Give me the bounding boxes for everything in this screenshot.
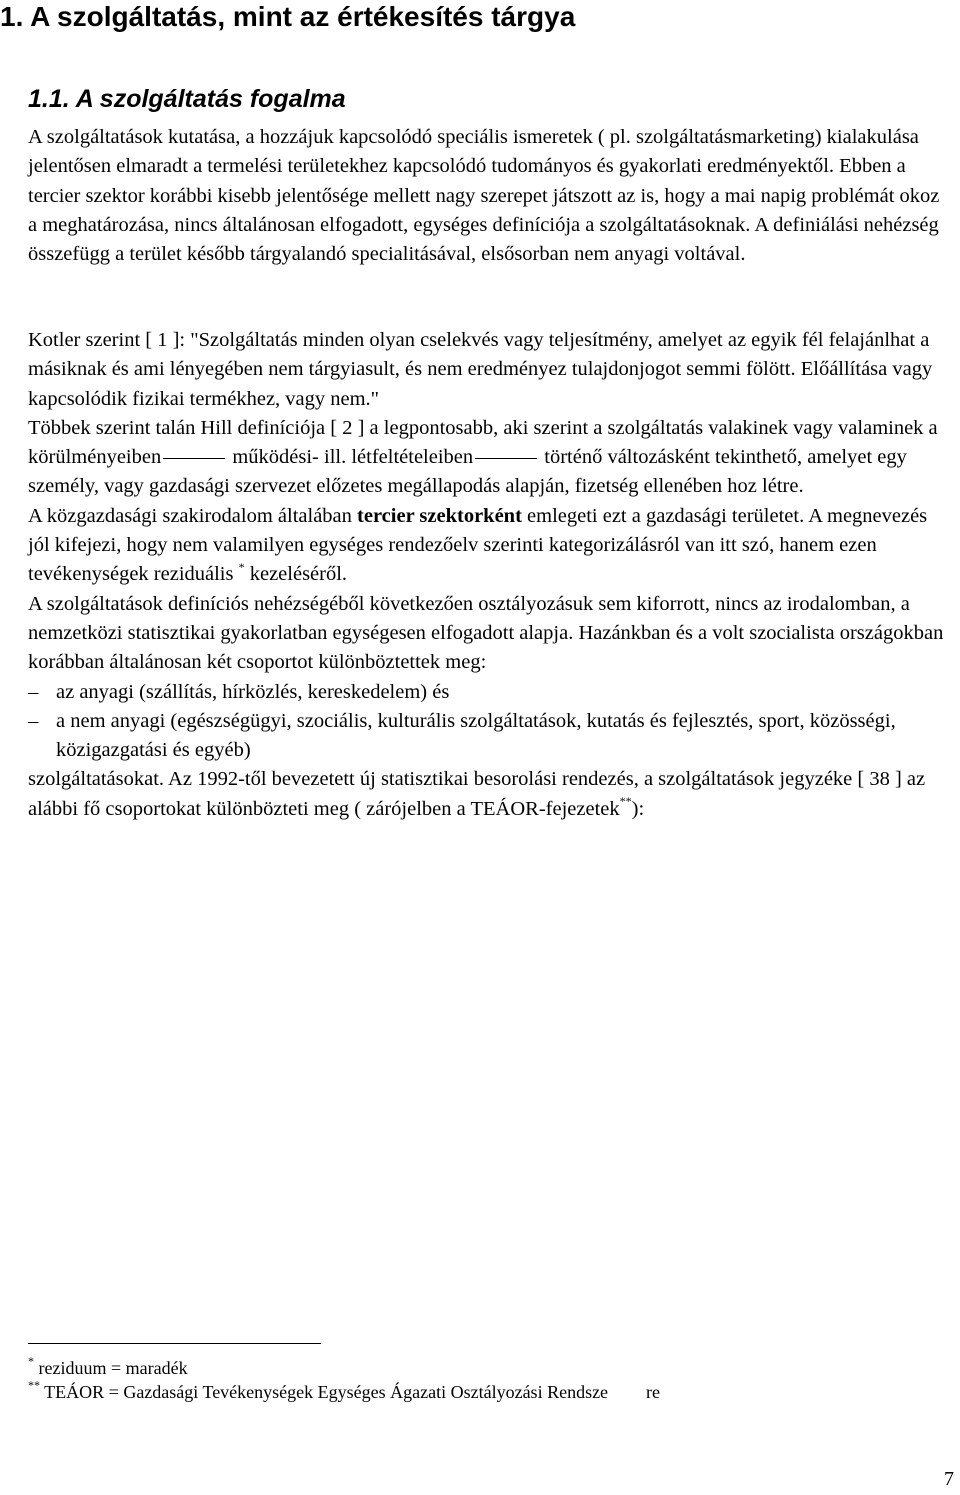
section-heading: 1.1. A szolgáltatás fogalma bbox=[28, 85, 346, 113]
footnote-mark: * bbox=[28, 1354, 34, 1368]
dash-bullet: – bbox=[28, 680, 39, 703]
list-item bbox=[28, 678, 953, 707]
footnote-separator bbox=[28, 1343, 321, 1344]
paragraph-text bbox=[28, 123, 953, 269]
bold-term: tercier szektorként bbox=[357, 504, 522, 527]
hill-definition bbox=[28, 414, 953, 502]
text-run: működési- ill. létfeltételeiben bbox=[227, 446, 474, 469]
definitions-block bbox=[28, 326, 953, 824]
dash-rule bbox=[163, 458, 225, 459]
text-run: A közgazdasági szakirodalom általában bbox=[28, 504, 358, 527]
footnote bbox=[28, 1378, 661, 1403]
text-run: kezeléséről. bbox=[244, 563, 348, 586]
closing-paragraph bbox=[28, 765, 953, 824]
footnote-text: reziduum = maradék bbox=[34, 1358, 188, 1378]
text-run: történő változásként tekinthető, amelyet egy személy, vagy gazdasági szervezet előzetes megállapodás alapján, fizetség ellenében hoz létre. bbox=[28, 446, 907, 498]
kotler-definition: Kotler szerint [ 1 ]: "Szolgáltatás minden olyan cselekvés vagy teljesítmény, amelyet az egyik fél felajánlhat a másiknak és ami lényegében nem tárgyiasult, és nem eredményez tulajdonjogot semmi fölött. Előállítása vagy kapcsolódik fizikai termékhez, vagy nem." bbox=[28, 329, 933, 410]
chapter-heading: 1. A szolgáltatás, mint az értékesítés tárgya bbox=[0, 1, 576, 32]
text-run: Többek szerint talán Hill definíciója [ 2 ] a legpontosabb, aki szerint a szolgáltatás valakinek vagy valaminek a körülményeiben bbox=[28, 416, 938, 469]
text-run: szolgáltatásokat. Az 1992-től bevezetett új statisztikai besorolási rendezés, a szolgáltatások jegyzéke [ 38 ] az alábbi fő csoportokat különbözteti meg ( zárójelben a TEÁOR-fejezetek bbox=[28, 768, 926, 820]
dash-bullet: – bbox=[28, 709, 39, 732]
tertiary-sector-paragraph bbox=[28, 502, 953, 590]
footnote-ref: * bbox=[238, 559, 245, 574]
classification-paragraph: A szolgáltatások definíciós nehézségéből következően osztályozásuk sem kiforrott, nincs az irodalomban, a nemzetközi statisztikai gyakorlatban egységesen elfogadott alapja. Hazánkban és a volt szocialista országokban korábban általánosan két csoportot különböztettek meg: bbox=[28, 592, 944, 674]
page-number: 7 bbox=[944, 1468, 954, 1490]
text-run: emlegeti ezt a gazdasági területet. A megnevezés jól kifejezi, hogy nem valamilyen egységes rendezőelv szerinti kategorizálásról van itt szó, hanem ezen tevékenységek reziduális bbox=[28, 504, 928, 586]
footnote-ref: ** bbox=[619, 793, 632, 808]
list-item bbox=[28, 707, 953, 766]
footnote-mark: ** bbox=[28, 1378, 40, 1392]
sentence: A szolgáltatások kutatása, a hozzájuk kapcsolódó speciális ismeretek ( pl. szolgáltatásmarketing) kialakulása jelentősen elmaradt a termelési területekhez kapcsolódó tudományos és gyakorlati eredményektől. bbox=[28, 126, 919, 178]
footnote-text-tail: re bbox=[646, 1382, 661, 1402]
text-run: ): bbox=[631, 797, 645, 820]
footnote bbox=[28, 1354, 188, 1379]
sentence: A definiálási nehézség összefügg a terület később tárgyalandó specialitásával, elsősorban nem anyagi voltával. bbox=[28, 213, 939, 266]
dash-rule bbox=[475, 458, 537, 459]
sentence: Ebben a tercier szektor korábbi kisebb jelentősége mellett nagy szerepet játszott az is, hogy a mai napig problémát okoz a meghatározása, nincs általánosan elfogadott, egységes definíciója a szolgáltatásoknak. bbox=[28, 155, 940, 236]
intro-paragraph bbox=[28, 123, 953, 269]
footnote-text: TEÁOR = Gazdasági Tevékenységek Egységes Ágazati Osztályozási Rendsze bbox=[40, 1382, 609, 1402]
list-item-text: az anyagi (szállítás, hírközlés, kereskedelem) és bbox=[56, 680, 450, 703]
list-item-text: a nem anyagi (egészségügyi, szociális, kulturális szolgáltatások, kutatás és fejlesztés, sport, közösségi, közigazgatási és egyéb) bbox=[56, 709, 896, 762]
